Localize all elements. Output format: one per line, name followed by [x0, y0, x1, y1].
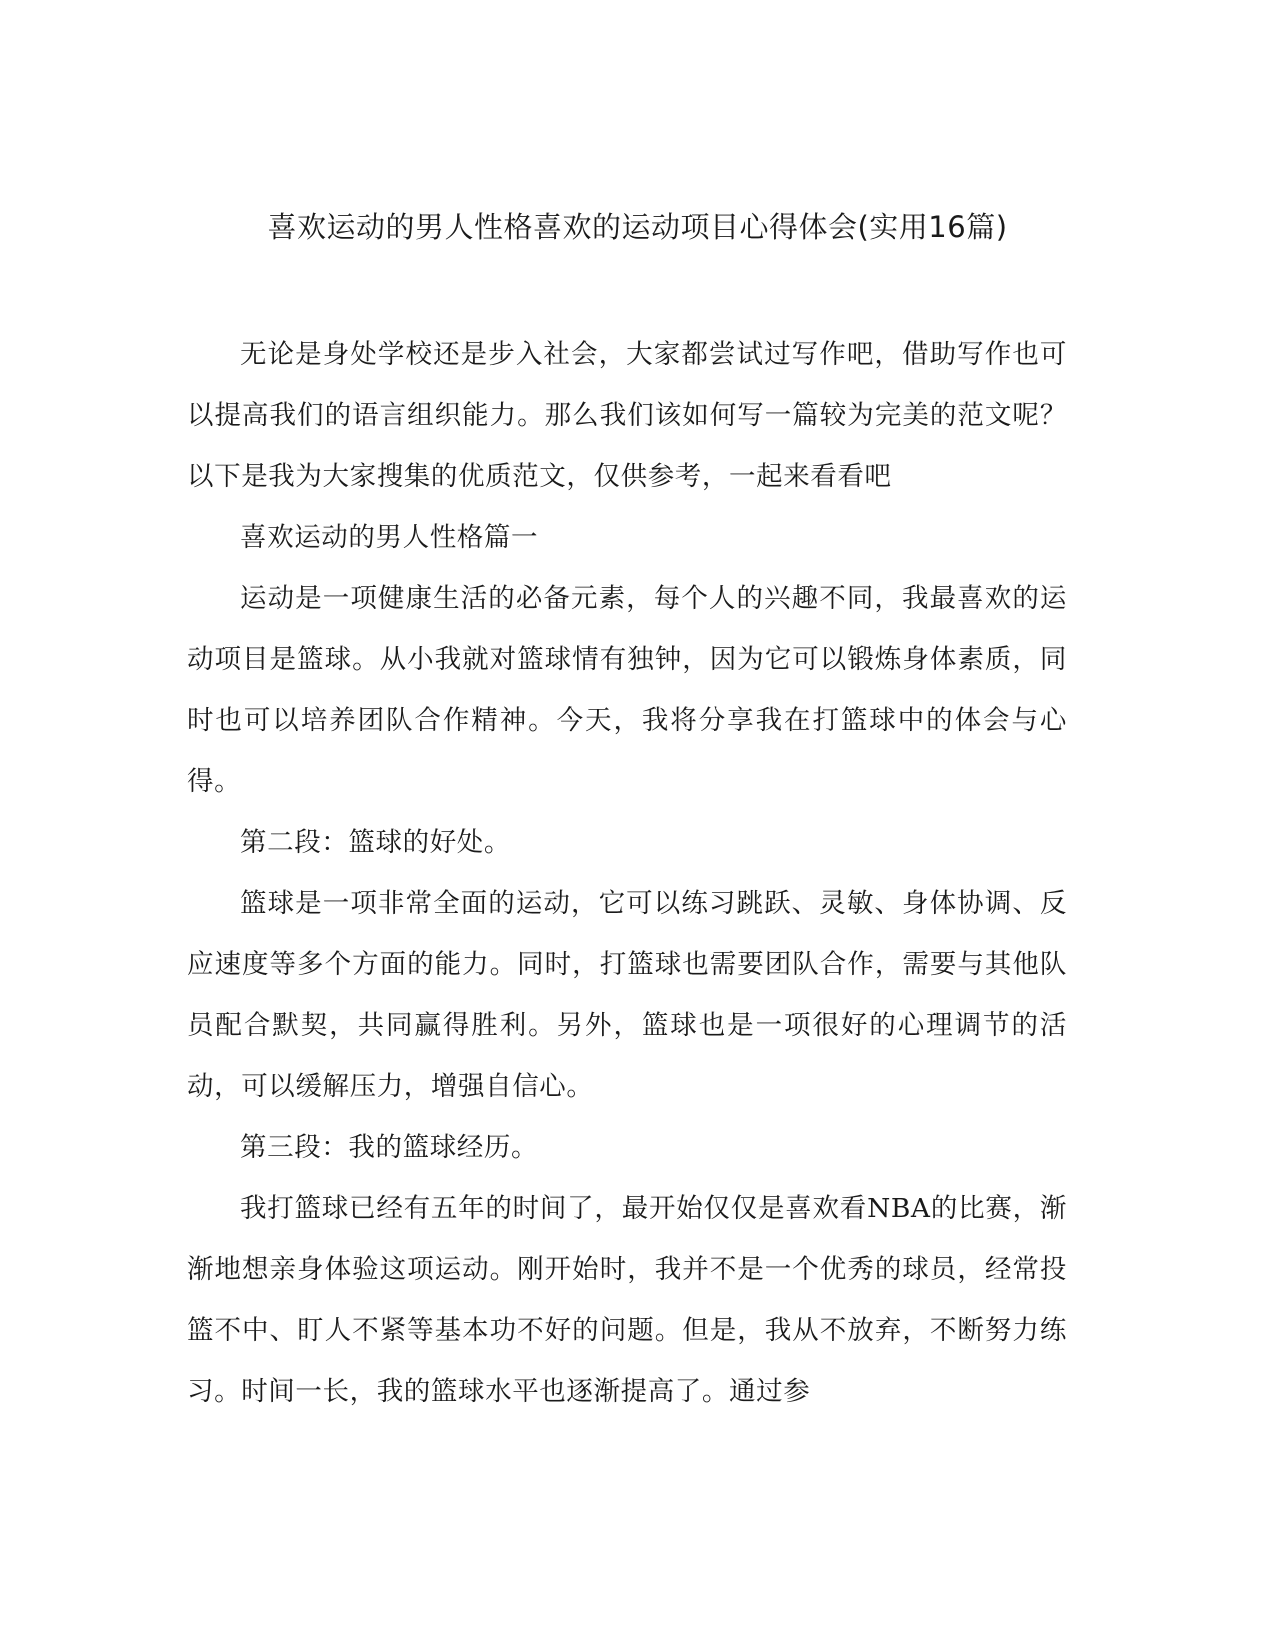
body-paragraph: 我打篮球已经有五年的时间了，最开始仅仅是喜欢看NBA的比赛，渐渐地想亲身体验这项运动。刚开始时，我并不是一个优秀的球员，经常投篮不中、盯人不紧等基本功不好的问题。但是，我从不放弃，不断努力练习。时间一长，我的篮球水平也逐渐提高了。通过参	[187, 1193, 1067, 1407]
body-paragraph: 篮球是一项非常全面的运动，它可以练习跳跃、灵敏、身体协调、反应速度等多个方面的能力。同时，打篮球也需要团队合作，需要与其他队员配合默契，共同赢得胜利。另外，篮球也是一项很好的心理调节的活动，可以缓解压力，增强自信心。	[187, 888, 1067, 1102]
document-body	[187, 324, 1067, 1422]
section-heading-three: 第三段：我的篮球经历。	[240, 1132, 539, 1163]
section-heading-two: 第二段：篮球的好处。	[240, 827, 511, 858]
body-paragraph: 运动是一项健康生活的必备元素，每个人的兴趣不同，我最喜欢的运动项目是篮球。从小我就对篮球情有独钟，因为它可以锻炼身体素质，同时也可以培养团队合作精神。今天，我将分享我在打篮球中的体会与心得。	[187, 583, 1067, 797]
intro-paragraph: 无论是身处学校还是步入社会，大家都尝试过写作吧，借助写作也可以提高我们的语言组织能力。那么我们该如何写一篇较为完美的范文呢？以下是我为大家搜集的优质范文，仅供参考，一起来看看吧	[187, 339, 1067, 492]
section-heading-one: 喜欢运动的男人性格篇一	[240, 522, 539, 553]
document-title: 喜欢运动的男人性格喜欢的运动项目心得体会(实用16篇)	[267, 210, 1008, 244]
